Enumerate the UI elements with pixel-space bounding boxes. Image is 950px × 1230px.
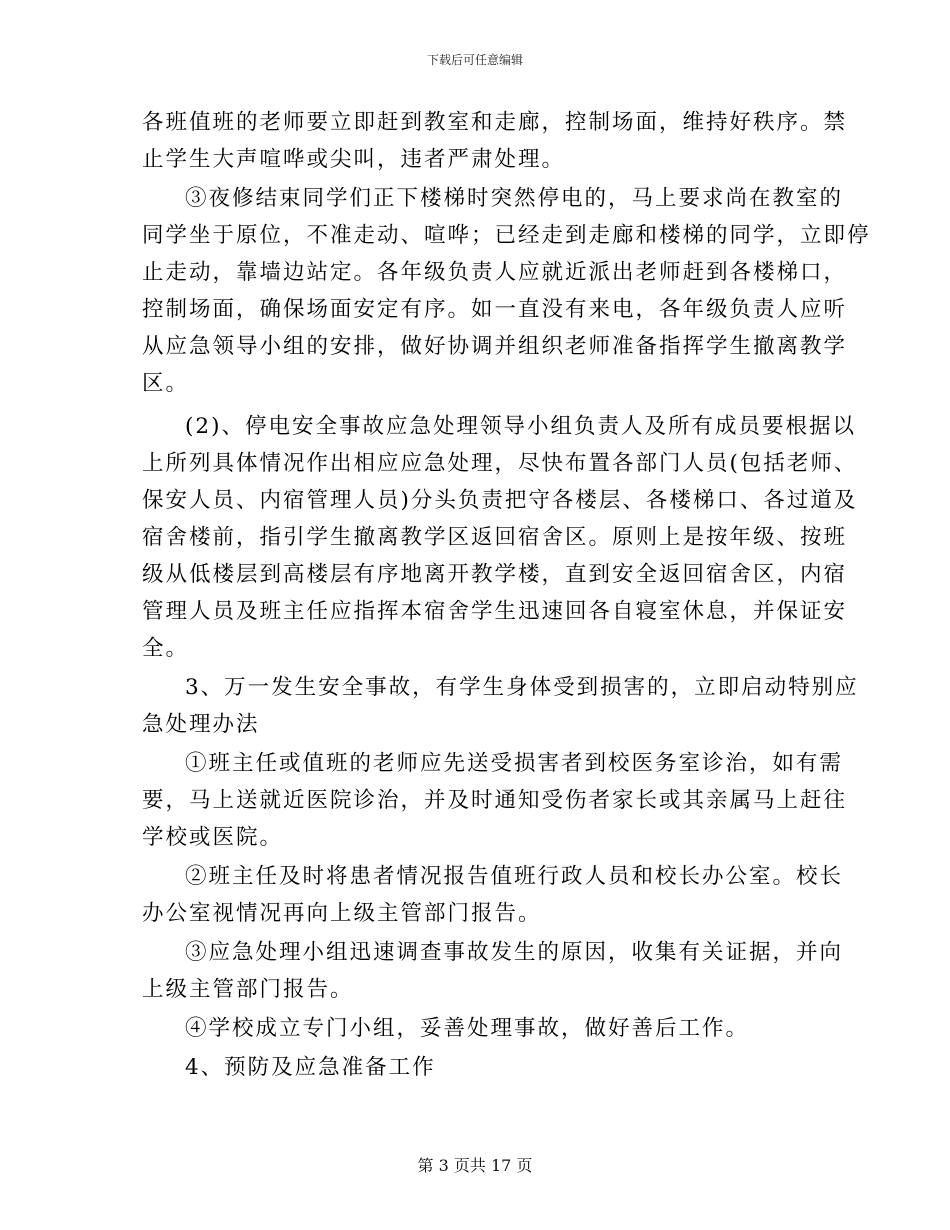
text-line: 止学生大声喧哗或尖叫，违者严肃处理。 [142, 147, 566, 172]
text-line: 区。 [142, 371, 190, 396]
text-line: 止走动，靠墙边站定。各年级负责人应就近派出老师赶到各楼梯口， [142, 260, 848, 285]
text-line: 上所列具体情况作出相应应急处理，尽快布置各部门人员(包括老师、 [142, 451, 858, 476]
text-line: ③应急处理小组迅速调查事故发生的原因，收集有关证据，并向 [185, 940, 844, 965]
paragraph-section-4-heading [142, 1049, 808, 1086]
paragraph-item-1-medical [142, 745, 848, 856]
text-line: ①班主任或值班的老师应先送受损害者到校医务室诊治，如有需 [185, 751, 844, 776]
text-line: 控制场面，确保场面安定有序。如一直没有来电，各年级负责人应听 [142, 297, 848, 322]
text-line: ③夜修结束同学们正下楼梯时突然停电的，马上要求尚在教室的 [185, 186, 844, 211]
text-line: ④学校成立专门小组，妥善处理事故，做好善后工作。 [185, 1016, 750, 1041]
paragraph-section-3-heading [142, 669, 859, 743]
page-number: 第 3 页共 17 页 [417, 1156, 533, 1175]
paragraph-item-3-investigate [142, 934, 844, 1008]
paragraph-section-2-leadership [142, 408, 858, 667]
text-line: 学校或医院。 [142, 825, 284, 850]
text-line: 各班值班的老师要立即赶到教室和走廊，控制场面，维持好秩序。禁 [142, 110, 848, 135]
text-line: 要，马上送就近医院诊治，并及时通知受伤者家长或其亲属马上赶往 [142, 788, 848, 813]
text-line: (2)、停电安全事故应急处理领导小组负责人及所有成员要根据以 [185, 414, 856, 439]
page-header: 下载后可任意编辑 [426, 53, 523, 67]
paragraph-item-4-special-group [142, 1010, 808, 1047]
text-line: 上级主管部门报告。 [142, 977, 354, 1002]
text-line: 4、预防及应急准备工作 [185, 1055, 436, 1080]
text-line: 宿舍楼前，指引学生撤离教学区返回宿舍区。原则上是按年级、按班 [142, 525, 848, 550]
text-line: 级从低楼层到高楼层有序地离开教学楼，直到安全返回宿舍区，内宿 [142, 562, 848, 587]
document-body [142, 104, 871, 1086]
text-line: 同学坐于原位，不准走动、喧哗；已经走到走廊和楼梯的同学，立即停 [142, 223, 871, 248]
text-line: 3、万一发生安全事故，有学生身体受到损害的，立即启动特别应 [185, 675, 859, 700]
text-line: 保安人员、内宿管理人员)分头负责把守各楼层、各楼梯口、各过道及 [142, 488, 858, 513]
text-line: 办公室视情况再向上级主管部门报告。 [142, 901, 542, 926]
text-line: 从应急领导小组的安排，做好协调并组织老师准备指挥学生撤离教学 [142, 334, 848, 359]
text-line: ②班主任及时将患者情况报告值班行政人员和校长办公室。校长 [185, 864, 844, 889]
text-line: 管理人员及班主任应指挥本宿舍学生迅速回各自寝室休息，并保证安 [142, 599, 848, 624]
paragraph-item-2-report [142, 858, 844, 932]
text-line: 急处理办法 [142, 712, 260, 737]
text-line: 全。 [142, 636, 190, 661]
paragraph-duty-teachers [142, 104, 848, 178]
paragraph-item-3-stairs [142, 180, 871, 402]
